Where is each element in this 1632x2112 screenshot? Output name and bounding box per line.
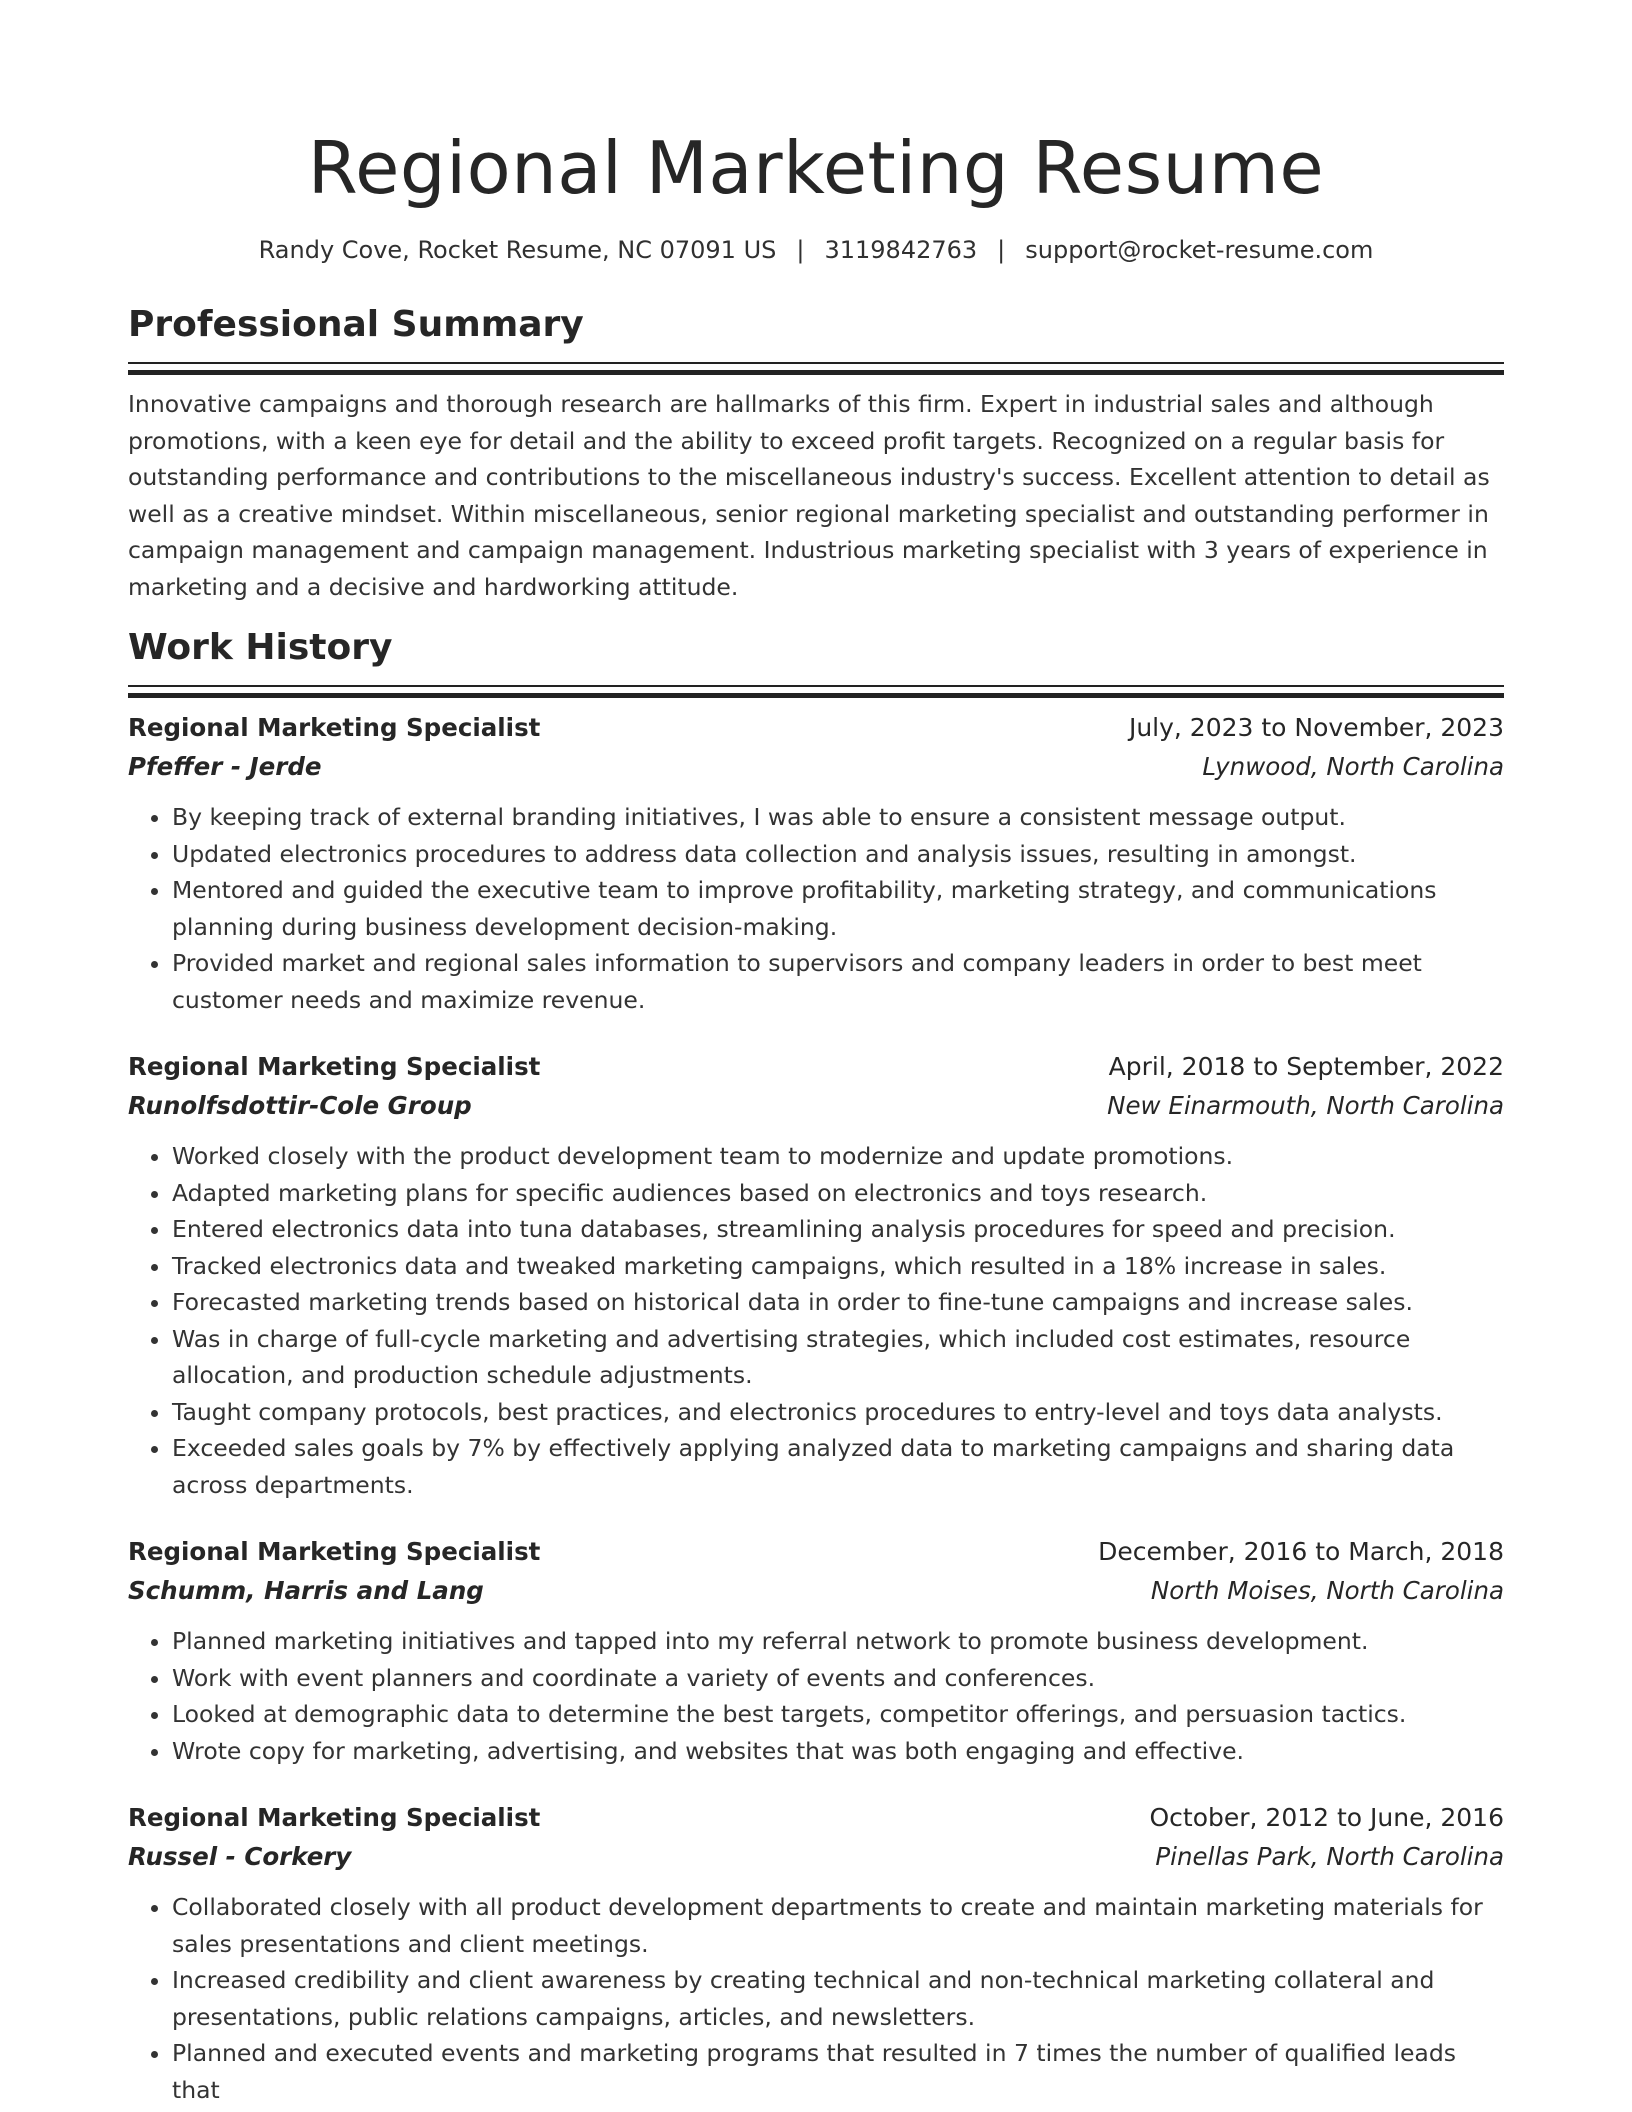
- job-entry: [128, 1799, 1504, 2108]
- job-company: Runolfsdottir-Cole Group: [128, 1091, 472, 1120]
- job-bullets: [128, 799, 1504, 1018]
- list-item: • Provided market and regional sales information to supervisors and company leaders in order to best meet customer needs and maximize revenue.: [172, 945, 1504, 1018]
- list-item: • Tracked electronics data and tweaked marketing campaigns, which resulted in a 18% increase in sales.: [172, 1248, 1504, 1285]
- list-item: • Planned marketing initiatives and tapped into my referral network to promote business development.: [172, 1623, 1504, 1660]
- list-item: • Worked closely with the product development team to modernize and update promotions.: [172, 1138, 1504, 1175]
- summary-heading: Professional Summary: [128, 304, 584, 345]
- section-divider: [128, 685, 1504, 691]
- job-title: Regional Marketing Specialist: [128, 1537, 541, 1566]
- list-item: • Work with event planners and coordinate a variety of events and conferences.: [172, 1660, 1504, 1697]
- job-entry: [128, 709, 1504, 1018]
- list-item: • Was in charge of full-cycle marketing and advertising strategies, which included cost estimates, resource allocation, and production schedule adjustments.: [172, 1321, 1504, 1394]
- list-item: • Increased credibility and client awareness by creating technical and non-technical marketing collateral and presentations, public relations campaigns, articles, and newsletters.: [172, 1962, 1504, 2035]
- job-location: Lynwood, North Carolina: [1202, 752, 1504, 781]
- job-bullets: [128, 1138, 1504, 1503]
- job-header-row: [128, 709, 1504, 747]
- job-location: Pinellas Park, North Carolina: [1155, 1842, 1504, 1871]
- job-bullets: [128, 1889, 1504, 2108]
- job-title: Regional Marketing Specialist: [128, 1052, 541, 1081]
- list-item: • Planned and executed events and marketing programs that resulted in 7 times the number of qualified leads that: [172, 2035, 1504, 2108]
- list-item: • Mentored and guided the executive team to improve profitability, marketing strategy, and communications planning during business development decision-making.: [172, 872, 1504, 945]
- job-bullets: [128, 1623, 1504, 1769]
- list-item: • Taught company protocols, best practices, and electronics procedures to entry-level and toys data analysts.: [172, 1394, 1504, 1431]
- job-entry: [128, 1533, 1504, 1769]
- section-divider: [128, 362, 1504, 368]
- job-company: Russel - Corkery: [128, 1842, 352, 1871]
- list-item: • Wrote copy for marketing, advertising, and websites that was both engaging and effective.: [172, 1733, 1504, 1770]
- job-location: North Moises, North Carolina: [1150, 1576, 1504, 1605]
- resume-page: [128, 0, 1504, 2108]
- list-item: • Updated electronics procedures to address data collection and analysis issues, resulting in amongst.: [172, 836, 1504, 873]
- contact-email: support@rocket-resume.com: [1025, 236, 1374, 264]
- contact-address: Randy Cove, Rocket Resume, NC 07091 US: [258, 236, 777, 264]
- job-dates: October, 2012 to June, 2016: [1149, 1803, 1504, 1832]
- work-history-heading: Work History: [128, 627, 393, 668]
- job-title: Regional Marketing Specialist: [128, 713, 541, 742]
- summary-text: Innovative campaigns and thorough research are hallmarks of this firm. Expert in industrial sales and although promotions, with a keen eye for detail and the ability to exceed profit targets. Recognized on a regular basis for outstanding performance and contributions to the miscellaneous industry's success. Excellent attention to detail as well as a creative mindset. Within miscellaneous, senior regional marketing specialist and outstanding performer in campaign management and campaign management. Industrious marketing specialist with 3 years of experience in marketing and a decisive and hardworking attitude.: [128, 390, 1490, 601]
- list-item: • Entered electronics data into tuna databases, streamlining analysis procedures for speed and precision.: [172, 1211, 1504, 1248]
- job-company-row: [128, 1086, 1504, 1126]
- job-header-row: [128, 1533, 1504, 1571]
- job-company-row: [128, 747, 1504, 787]
- list-item: • By keeping track of external branding initiatives, I was able to ensure a consistent message output.: [172, 799, 1504, 836]
- job-company: Pfeffer - Jerde: [128, 752, 322, 781]
- job-company-row: [128, 1571, 1504, 1611]
- job-dates: July, 2023 to November, 2023: [1128, 713, 1504, 742]
- list-item: • Adapted marketing plans for specific audiences based on electronics and toys research.: [172, 1175, 1504, 1212]
- job-dates: December, 2016 to March, 2018: [1098, 1537, 1504, 1566]
- job-header-row: [128, 1048, 1504, 1086]
- summary-section: [128, 300, 1504, 605]
- job-company: Schumm, Harris and Lang: [128, 1576, 484, 1605]
- list-item: • Exceeded sales goals by 7% by effectively applying analyzed data to marketing campaigns and sharing data across departments.: [172, 1430, 1504, 1503]
- page-title: Regional Marketing Resume: [307, 126, 1325, 210]
- job-dates: April, 2018 to September, 2022: [1108, 1052, 1504, 1081]
- list-item: • Forecasted marketing trends based on historical data in order to fine-tune campaigns and increase sales.: [172, 1284, 1504, 1321]
- contact-separator: |: [796, 236, 805, 264]
- job-location: New Einarmouth, North Carolina: [1107, 1091, 1504, 1120]
- job-header-row: [128, 1799, 1504, 1837]
- work-history-section: [128, 623, 1504, 2108]
- job-company-row: [128, 1837, 1504, 1877]
- list-item: • Collaborated closely with all product development departments to create and maintain marketing materials for sales presentations and client meetings.: [172, 1889, 1504, 1962]
- contact-separator: |: [997, 236, 1006, 264]
- list-item: • Looked at demographic data to determine the best targets, competitor offerings, and persuasion tactics.: [172, 1696, 1504, 1733]
- job-entry: [128, 1048, 1504, 1503]
- job-title: Regional Marketing Specialist: [128, 1803, 541, 1832]
- contact-phone: 3119842763: [824, 236, 978, 264]
- contact-line: [128, 232, 1504, 268]
